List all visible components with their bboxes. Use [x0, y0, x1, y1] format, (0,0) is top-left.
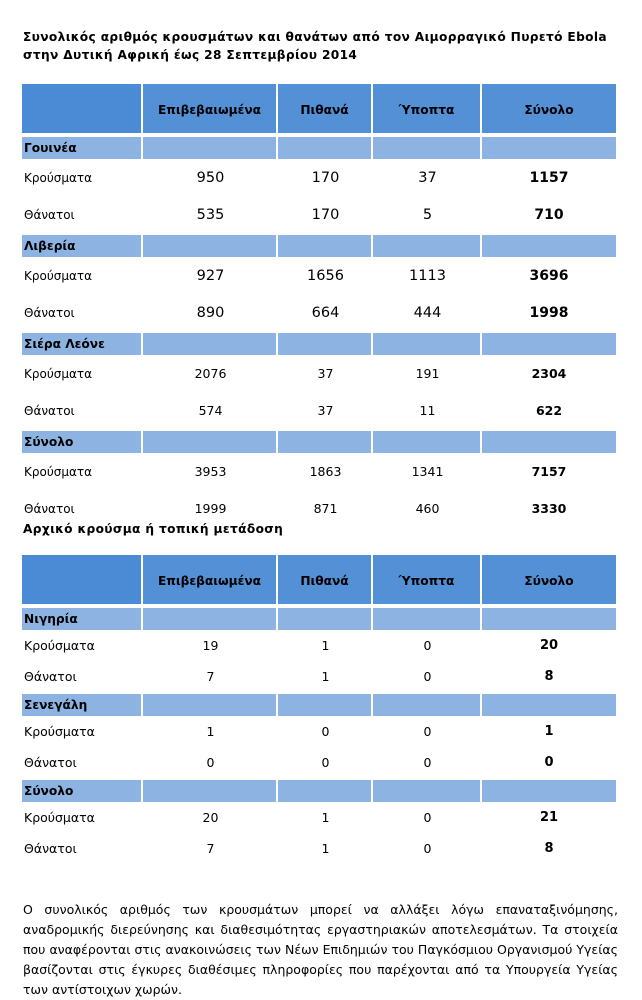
row-label: Θάνατοι: [24, 305, 75, 320]
value-cell: 871: [313, 501, 338, 516]
table-row: [22, 453, 616, 490]
column-header: Σύνολο: [482, 84, 616, 135]
section-subtitle: Αρχικό κρούσμα ή τοπική μετάδοση: [23, 522, 284, 536]
value-cell: 37: [418, 169, 437, 186]
table-row: [22, 747, 616, 778]
value-cell: 0: [206, 755, 215, 770]
value-cell: 1656: [307, 267, 344, 284]
value-cell: 170: [311, 169, 340, 186]
value-cell: 0: [321, 755, 330, 770]
group-filler-cell: [278, 135, 373, 159]
value-cell: 1341: [411, 464, 444, 479]
group-filler-cell: [482, 429, 616, 453]
row-label: Κρούσματα: [24, 268, 93, 283]
table-row: [22, 833, 616, 864]
value-cell: 5: [422, 206, 433, 223]
group-filler-cell: [143, 692, 278, 716]
group-filler-cell: [373, 778, 482, 802]
row-label: Κρούσματα: [24, 366, 93, 381]
group-filler-cell: [373, 135, 482, 159]
total-cell: 3696: [529, 267, 569, 284]
group-filler-cell: [373, 233, 482, 257]
group-filler-cell: [482, 692, 616, 716]
value-cell: 37: [317, 366, 334, 381]
value-cell: 7: [206, 841, 215, 856]
table-row: [22, 802, 616, 833]
value-cell: 1113: [409, 267, 446, 284]
value-cell: 0: [321, 724, 330, 739]
value-cell: 0: [423, 810, 432, 825]
table-row: [22, 159, 616, 196]
value-cell: 1863: [309, 464, 342, 479]
imported-cases-table: [22, 555, 616, 864]
row-label: Θάνατοι: [24, 207, 75, 222]
group-name: Σενεγάλη: [22, 692, 143, 716]
table-row: [22, 257, 616, 294]
value-cell: 0: [423, 755, 432, 770]
table-row: [22, 716, 616, 747]
group-filler-cell: [143, 331, 278, 355]
group-filler-cell: [373, 331, 482, 355]
value-cell: 170: [311, 206, 340, 223]
total-cell: 21: [539, 810, 559, 825]
value-cell: 1: [321, 841, 330, 856]
total-cell: 0: [544, 755, 554, 770]
row-label: Θάνατοι: [24, 755, 77, 770]
header-row: [22, 84, 616, 135]
table-row: [22, 294, 616, 331]
group-filler-cell: [373, 606, 482, 630]
value-cell: 11: [419, 403, 436, 418]
column-header: Πιθανά: [278, 555, 373, 606]
group-filler-cell: [278, 778, 373, 802]
row-label: Θάνατοι: [24, 403, 75, 418]
value-cell: 535: [196, 206, 225, 223]
value-cell: 3953: [194, 464, 227, 479]
value-cell: 37: [317, 403, 334, 418]
value-cell: 1: [321, 638, 330, 653]
group-name: Σύνολο: [22, 778, 143, 802]
group-filler-cell: [143, 606, 278, 630]
total-cell: 1157: [529, 169, 569, 186]
footnote: Ο συνολικός αριθμός των κρουσμάτων μπορεί να αλλάξει λόγω επαναταξινόμησης, αναδρομικής διερεύνησης και διαθεσιμότητας εργαστηριακών αποτελεσμάτων. Τα στοιχεία που αναφέρονται στις ανακοινώσεις των Νέων Επιδημιών του Παγκόσμιου Οργανισμού Υγείας βασίζονται στις έγκυρες διαθέσιμες πληροφορίες που παρέχονται από τα Υπουργεία Υγείας των αντίστοιχων χωρών.: [23, 902, 618, 997]
ebola-totals-table: [22, 84, 616, 527]
table-row: [22, 392, 616, 429]
group-header-row: [22, 135, 616, 159]
total-cell: 7157: [531, 464, 567, 479]
group-header-row: [22, 692, 616, 716]
group-filler-cell: [482, 778, 616, 802]
group-filler-cell: [278, 606, 373, 630]
value-cell: 20: [202, 810, 219, 825]
value-cell: 7: [206, 669, 215, 684]
total-cell: 3330: [531, 501, 567, 516]
value-cell: 664: [311, 304, 340, 321]
row-label: Κρούσματα: [24, 724, 95, 739]
group-name: Σύνολο: [22, 429, 143, 453]
total-cell: 1: [544, 724, 554, 739]
group-filler-cell: [482, 606, 616, 630]
group-filler-cell: [278, 692, 373, 716]
row-label: Θάνατοι: [24, 841, 77, 856]
group-header-row: [22, 778, 616, 802]
group-header-row: [22, 233, 616, 257]
group-header-row: [22, 331, 616, 355]
value-cell: 1: [321, 810, 330, 825]
value-cell: 1: [321, 669, 330, 684]
table-row: [22, 196, 616, 233]
value-cell: 0: [423, 669, 432, 684]
value-cell: 1: [206, 724, 215, 739]
header-row: [22, 555, 616, 606]
column-header: Επιβεβαιωμένα: [143, 84, 278, 135]
group-name: Σιέρα Λεόνε: [22, 331, 143, 355]
value-cell: 950: [196, 169, 225, 186]
header-corner-cell: [22, 555, 143, 606]
group-filler-cell: [143, 135, 278, 159]
group-filler-cell: [373, 692, 482, 716]
column-header: Ύποπτα: [373, 555, 482, 606]
group-filler-cell: [278, 233, 373, 257]
group-name: Γουινέα: [22, 135, 143, 159]
row-label: Θάνατοι: [24, 501, 75, 516]
value-cell: 0: [423, 724, 432, 739]
row-label: Κρούσματα: [24, 810, 95, 825]
table-row: [22, 661, 616, 692]
row-label: Θάνατοι: [24, 669, 77, 684]
value-cell: 460: [415, 501, 440, 516]
total-cell: 20: [539, 638, 559, 653]
group-filler-cell: [143, 233, 278, 257]
column-header: Επιβεβαιωμένα: [143, 555, 278, 606]
page-title: Συνολικός αριθμός κρουσμάτων και θανάτων από τον Αιμορραγικό Πυρετό Ebola στην Δυτική Αφρική έως 28 Σεπτεμβρίου 2014: [23, 30, 608, 62]
total-cell: 710: [534, 206, 564, 223]
group-header-row: [22, 429, 616, 453]
group-name: Νιγηρία: [22, 606, 143, 630]
group-filler-cell: [143, 778, 278, 802]
group-filler-cell: [373, 429, 482, 453]
value-cell: 574: [198, 403, 223, 418]
column-header: Σύνολο: [482, 555, 616, 606]
group-filler-cell: [482, 135, 616, 159]
table-row: [22, 355, 616, 392]
value-cell: 927: [196, 267, 225, 284]
row-label: Κρούσματα: [24, 464, 93, 479]
value-cell: 2076: [194, 366, 227, 381]
group-filler-cell: [143, 429, 278, 453]
column-header: Πιθανά: [278, 84, 373, 135]
group-filler-cell: [278, 331, 373, 355]
value-cell: 0: [423, 638, 432, 653]
total-cell: 1998: [529, 304, 569, 321]
row-label: Κρούσματα: [24, 638, 95, 653]
total-cell: 8: [544, 841, 554, 856]
value-cell: 444: [413, 304, 442, 321]
value-cell: 191: [415, 366, 440, 381]
value-cell: 1999: [194, 501, 227, 516]
table-row: [22, 630, 616, 661]
total-cell: 622: [535, 403, 563, 418]
row-label: Κρούσματα: [24, 170, 93, 185]
value-cell: 890: [196, 304, 225, 321]
value-cell: 0: [423, 841, 432, 856]
value-cell: 19: [202, 638, 219, 653]
group-filler-cell: [278, 429, 373, 453]
header-corner-cell: [22, 84, 143, 135]
column-header: Ύποπτα: [373, 84, 482, 135]
group-filler-cell: [482, 331, 616, 355]
group-name: Λιβερία: [22, 233, 143, 257]
total-cell: 8: [544, 669, 554, 684]
total-cell: 2304: [531, 366, 567, 381]
group-filler-cell: [482, 233, 616, 257]
group-header-row: [22, 606, 616, 630]
